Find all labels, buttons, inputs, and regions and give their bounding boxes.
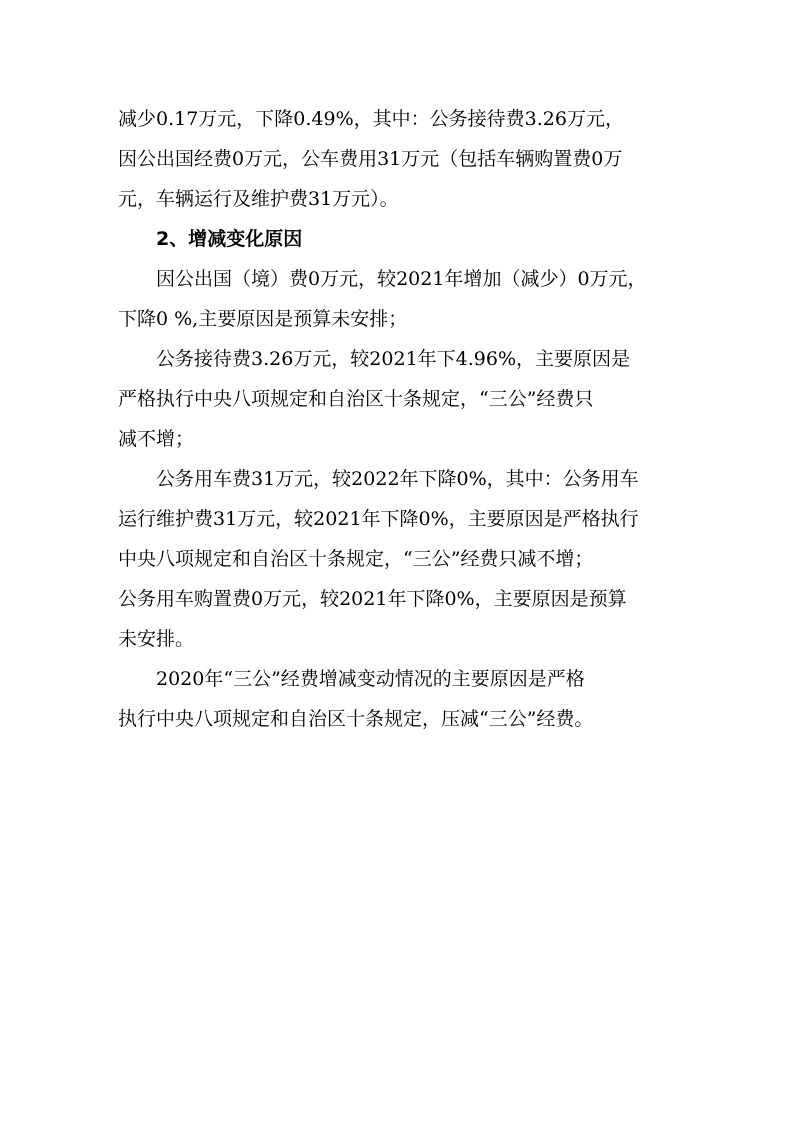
text-line: 执行中央八项规定和自治区十条规定，压减“三公”经费。 (118, 708, 594, 730)
paragraph-expense-summary (118, 99, 678, 219)
text-line: 因公出国（境）费0万元，较2021年增加（减少）0万元， (156, 268, 647, 290)
text-line: 未安排。 (118, 628, 195, 650)
text-line: 2020年“三公”经费增减变动情况的主要原因是严格 (156, 668, 585, 690)
document-body (118, 99, 678, 739)
text-line: 减少0.17万元，下降0.49%，其中：公务接待费3.26万元， (118, 108, 624, 130)
text-line: 运行维护费31万元，较2021年下降0%，主要原因是严格执行 (118, 508, 639, 530)
section-heading: 2、增减变化原因 (156, 228, 303, 250)
text-line: 中央八项规定和自治区十条规定，“三公”经费只减不增； (118, 548, 594, 570)
text-line: 下降0 %,主要原因是预算未安排； (118, 308, 408, 330)
text-line: 公务接待费3.26万元，较2021年下4.96%，主要原因是 (156, 348, 631, 370)
text-line: 元，车辆运行及维护费31万元）。 (118, 188, 399, 210)
text-line: 减不增； (118, 428, 195, 450)
text-line: 公务用车购置费0万元，较2021年下降0%，主要原因是预算 (118, 588, 627, 610)
text-line: 公务用车费31万元，较2022年下降0%，其中：公务用车 (156, 468, 639, 490)
paragraph-conclusion (118, 659, 678, 739)
text-line: 因公出国经费0万元，公车费用31万元（包括车辆购置费0万 (118, 148, 623, 170)
paragraph-overseas-travel (118, 259, 678, 339)
text-line: 严格执行中央八项规定和自治区十条规定，“三公”经费只 (118, 388, 594, 410)
paragraph-reception-expense (118, 339, 678, 459)
paragraph-vehicle-expense (118, 459, 678, 659)
